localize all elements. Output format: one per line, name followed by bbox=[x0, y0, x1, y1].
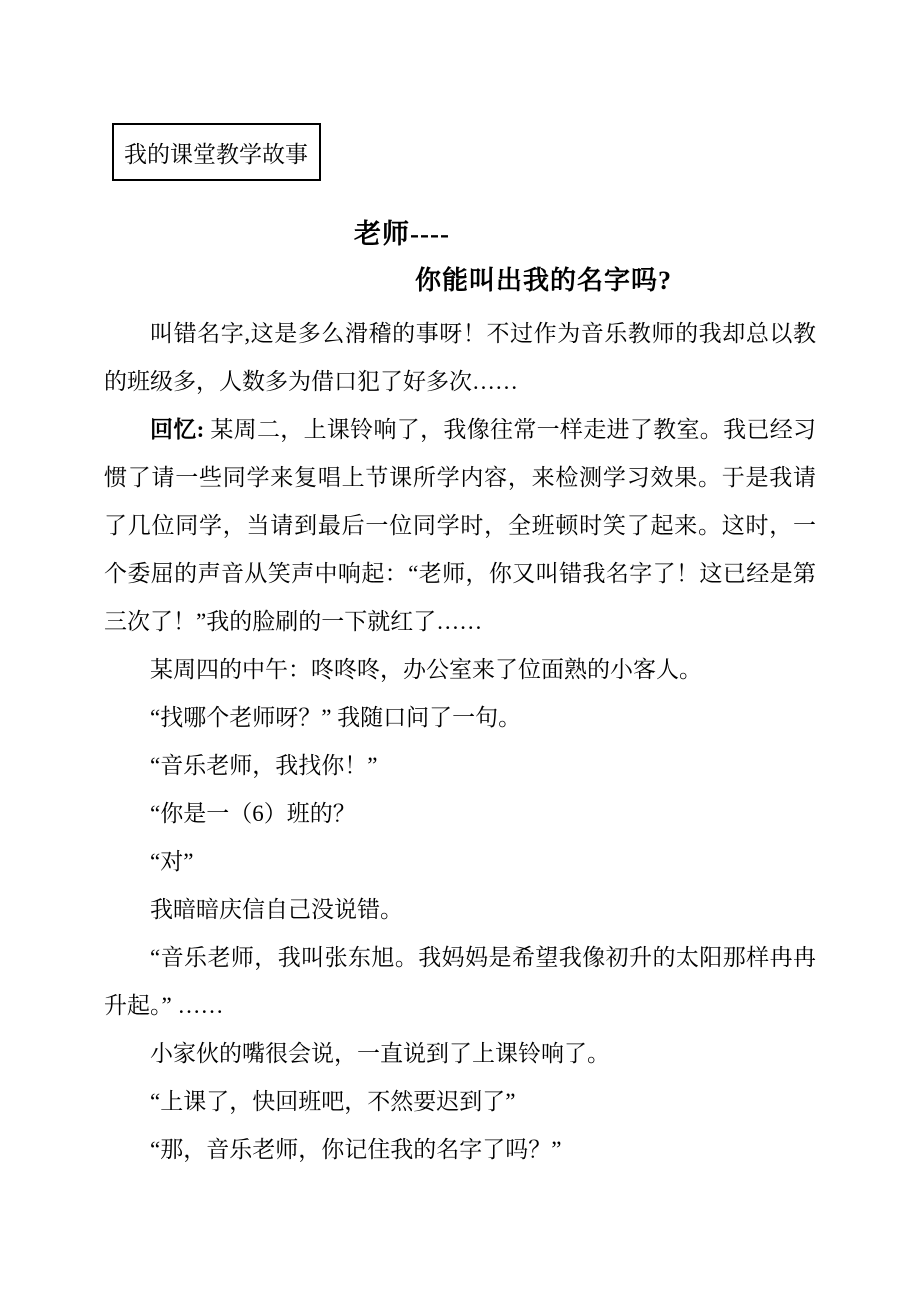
paragraph-text: “那，音乐老师，你记住我的名字了吗？” bbox=[150, 1137, 562, 1162]
document-label-box bbox=[112, 123, 321, 181]
paragraph bbox=[104, 742, 816, 790]
paragraph-text: “音乐老师，我找你！” bbox=[150, 753, 378, 778]
paragraph-text: “你是一（6）班的？ bbox=[150, 801, 356, 826]
paragraph bbox=[104, 1126, 816, 1174]
document-label: 我的课堂教学故事 bbox=[124, 141, 308, 167]
title-line-2: 你能叫出我的名字吗? bbox=[415, 266, 673, 295]
paragraph bbox=[104, 1030, 816, 1078]
paragraph-text: “找哪个老师呀？” 我随口问了一句。 bbox=[150, 705, 522, 730]
document-body bbox=[104, 310, 816, 1174]
paragraph-lead: 回忆: bbox=[150, 417, 205, 442]
paragraph bbox=[104, 934, 816, 1030]
paragraph-text: “音乐老师，我叫张东旭。我妈妈是希望我像初升的太阳那样冉冉升起。” …… bbox=[104, 945, 816, 1018]
paragraph bbox=[104, 646, 816, 694]
paragraph-text: “上课了，快回班吧，不然要迟到了” bbox=[150, 1089, 516, 1114]
paragraph bbox=[104, 406, 816, 646]
paragraph-text: 叫错名字,这是多么滑稽的事呀！不过作为音乐教师的我却总以教的班级多，人数多为借口犯了好多次…… bbox=[104, 321, 816, 394]
paragraph-text: 某周四的中午：咚咚咚，办公室来了位面熟的小客人。 bbox=[150, 657, 702, 682]
paragraph-text: “对” bbox=[150, 849, 194, 874]
paragraph-text: 某周二，上课铃响了，我像往常一样走进了教室。我已经习惯了请一些同学来复唱上节课所学内容，来检测学习效果。于是我请了几位同学，当请到最后一位同学时，全班顿时笑了起来。这时，一个委屈的声音从笑声中响起：“老师，你又叫错我名字了！这已经是第三次了！”我的脸刷的一下就红了…… bbox=[104, 417, 816, 634]
paragraph bbox=[104, 310, 816, 406]
paragraph bbox=[104, 694, 816, 742]
paragraph bbox=[104, 838, 816, 886]
paragraph bbox=[104, 1078, 816, 1126]
paragraph bbox=[104, 790, 816, 838]
paragraph-text: 我暗暗庆信自己没说错。 bbox=[150, 897, 403, 922]
title-line-1: 老师---- bbox=[354, 219, 450, 249]
paragraph bbox=[104, 886, 816, 934]
paragraph-text: 小家伙的嘴很会说，一直说到了上课铃响了。 bbox=[150, 1041, 610, 1066]
